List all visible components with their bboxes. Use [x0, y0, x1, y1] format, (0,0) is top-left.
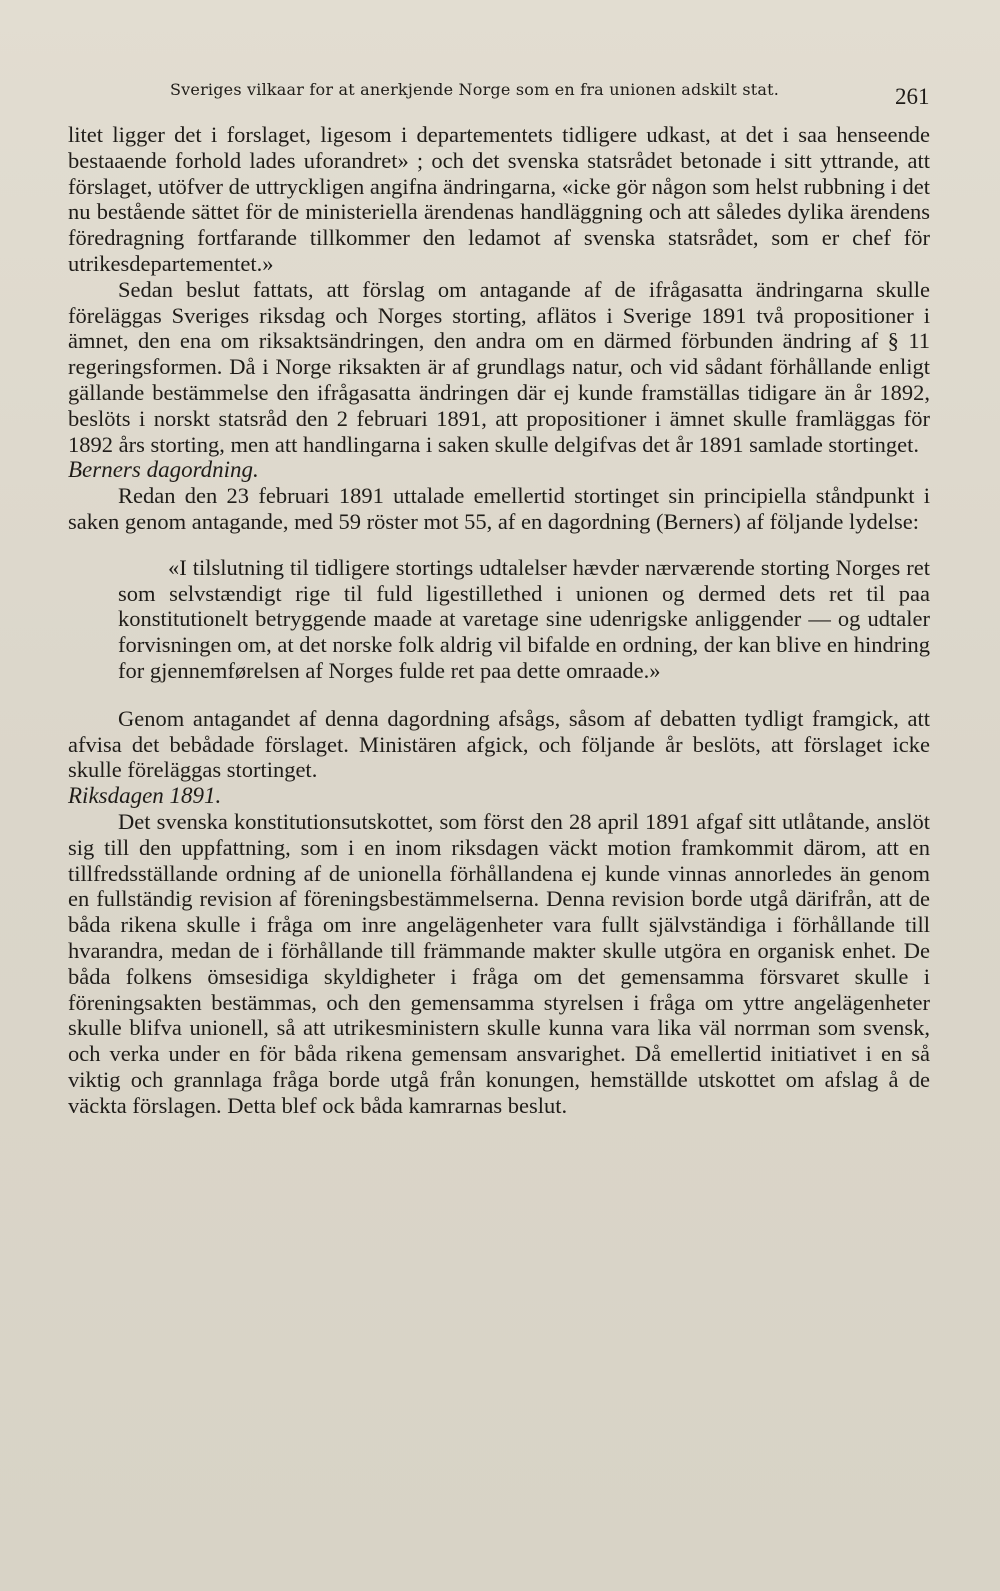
running-header: Sveriges vilkaar for at anerkjende Norge som en fra unionen adskilt stat. [170, 80, 780, 99]
section-heading-riksdagen: Riksdagen 1891. [68, 783, 222, 809]
paragraph-5: Det svenska konstitutionsutskottet, som först den 28 april 1891 afgaf sitt utlåtande, anslöt sig till den uppfattning, som i en inom riksdagen väckt motion framkommit därom, att en tillfredsställande ordning af de unionella förhållandena ej kunde vinnas annorledes än genom en fullständig revision af föreningsbestämmelserna. Denna revision borde utgå därifrån, att de båda rikena skulle i fråga om inre angelägenheter vara fullt självständiga i förhållande till hvarandra, medan de i förhållande till främmande makter skulle utgöra en organisk enhet. De båda folkens ömsesidiga skyldigheter i fråga om det gemensamma försvaret skulle i föreningsakten bestämmas, och den gemensamma styrelsen i fråga om yttre angelägenheter skulle blifva unionell, så att utrikesministern skulle kunna vara lika väl norrman som svensk, och verka under en för båda rikena gemensam ansvarighet. Då emellertid initiativet i en så viktig och grannlaga fråga borde utgå från konungen, hemställde utskottet om afslag å de väckta förslagen. Detta blef ock båda kamrarnas beslut. [68, 808, 930, 1118]
section-heading-berners: Berners dagordning. [68, 457, 259, 483]
paragraph-2: Sedan beslut fattats, att förslag om antagande af de ifrågasatta ändringarna skulle föreläggas Sveriges riksdag och Norges storting, aflätos i Sverige 1891 två propositioner i ämnet, den ena om riksaktsändringen, den andra om en därmed förbunden ändring af § 11 regeringsformen. Då i Norge riksakten är af grundlags natur, och vid sådant förhållande enligt gällande bestämmelse den ifrågasatta ändringen där ej kunde framställas tidigare än år 1892, beslöts i norskt statsråd den 2 februari 1891, att propositioner i ämnet skulle framläggas för 1892 års storting, men att handlingarna i saken skulle delgifvas det år 1891 samlade stortinget. [68, 276, 930, 457]
body-text [68, 122, 930, 1118]
page-number: 261 [895, 84, 930, 109]
paragraph-1: litet ligger det i forslaget, ligesom i departementets tidligere udkast, at det i saa henseende bestaaende forhold lades uforandret» ; och det svenska statsrådet betonade i sitt yttrande, att förslaget, utöfver de uttryckligen angifna ändringarna, «icke gör någon som helst rubbning i det nu bestående sättet för de ministeriella ärendenas handläggning och att således dylika ärendens föredragning fortfarande tillkommer den ledamot af svenska statsrådet, som er chef för utrikesdepartementet.» [68, 122, 930, 276]
block-quote: «I tilslutning til tidligere stortings udtalelser hævder nærværende storting Norges ret som selvstændigt rige til fuld ligestillethed i unionen og dermed dets ret til paa konstitutionelt betryggende maade at varetage sine udenrigske anliggender — og udtaler forvisningen om, at det norske folk aldrig vil bifalde en ordning, der kan blive en hindring for gjennemførelsen af Norges fulde ret paa dette omraade.» [118, 554, 930, 683]
paragraph-3: Redan den 23 februari 1891 uttalade emellertid stortinget sin principiella ståndpunkt i saken genom antagande, med 59 röster mot 55, af en dagordning (Berners) af följande lydelse: [68, 483, 930, 534]
paragraph-4: Genom antagandet af denna dagordning afsågs, såsom af debatten tydligt framgick, att afvisa det bebådade förslaget. Ministären afgick, och följande år beslöts, att förslaget icke skulle föreläggas stortinget. [68, 705, 930, 783]
